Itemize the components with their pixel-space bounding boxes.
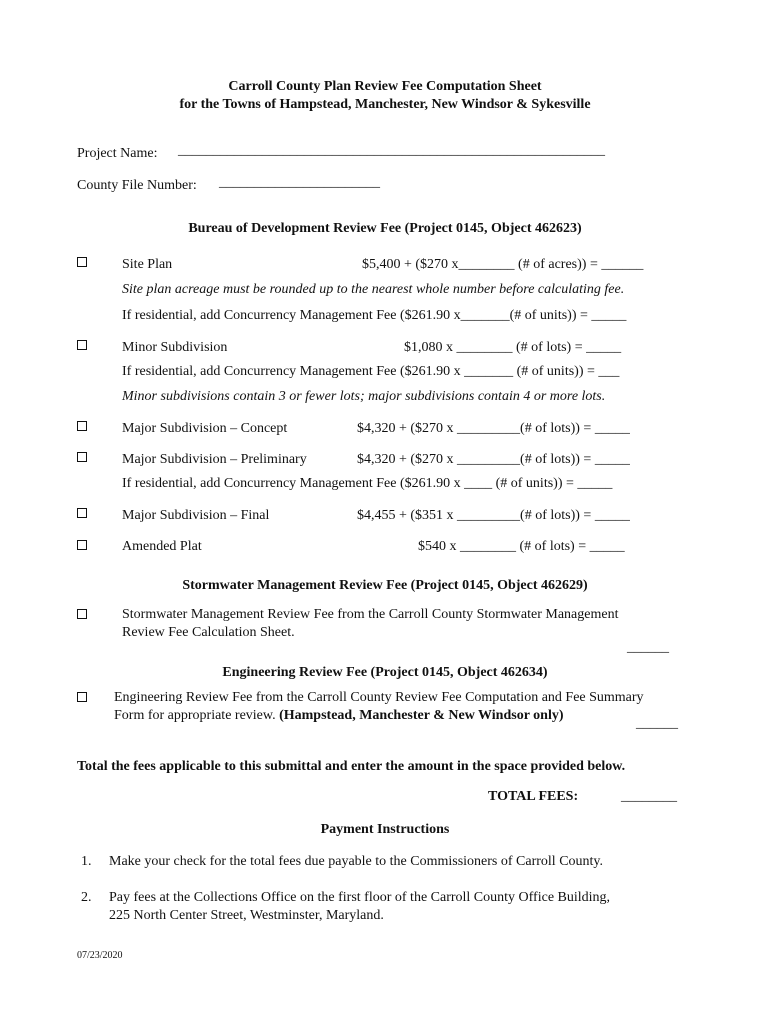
payment-item-1-number: 1. <box>81 854 92 869</box>
major-final-label: Major Subdivision – Final <box>122 508 270 523</box>
minor-subdivision-note: Minor subdivisions contain 3 or fewer lots; major subdivisions contain 4 or more lots. <box>122 389 606 404</box>
engineering-towns-note: (Hampstead, Manchester & New Windsor only) <box>279 708 564 723</box>
major-concept-checkbox[interactable] <box>77 421 87 431</box>
site-plan-label: Site Plan <box>122 257 173 272</box>
major-concept-label: Major Subdivision – Concept <box>122 421 288 436</box>
stormwater-line-1: Stormwater Management Review Fee from the Carroll County Stormwater Management <box>122 607 619 622</box>
project-name-label: Project Name: <box>77 146 158 161</box>
stormwater-heading: Stormwater Management Review Fee (Project 0145, Object 462629) <box>182 578 588 593</box>
stormwater-checkbox[interactable] <box>77 609 87 619</box>
bureau-heading: Bureau of Development Review Fee (Project 0145, Object 462623) <box>188 221 582 236</box>
amended-plat-label: Amended Plat <box>122 539 202 554</box>
site-plan-concurrency: If residential, add Concurrency Management Fee ($261.90 x_______(# of units)) = _____ <box>122 308 627 323</box>
county-file-number-label: County File Number: <box>77 178 197 193</box>
major-final-formula: $4,455 + ($351 x _________(# of lots)) = _____ <box>357 508 630 523</box>
major-preliminary-formula: $4,320 + ($270 x _________(# of lots)) = _____ <box>357 452 630 467</box>
minor-subdivision-concurrency: If residential, add Concurrency Management Fee ($261.90 x _______ (# of units)) = ___ <box>122 364 620 379</box>
amended-plat-formula: $540 x ________ (# of lots) = _____ <box>418 539 625 554</box>
amended-plat-checkbox[interactable] <box>77 540 87 550</box>
county-file-number-field[interactable]: _______________________ <box>219 175 380 190</box>
engineering-line-2-text: Form for appropriate review. <box>114 708 280 723</box>
title-line-1: Carroll County Plan Review Fee Computation Sheet <box>228 79 542 94</box>
payment-item-1-text: Make your check for the total fees due payable to the Commissioners of Carroll County. <box>109 854 604 869</box>
revision-date: 07/23/2020 <box>77 950 123 961</box>
engineering-fee-field[interactable]: ______ <box>636 716 678 731</box>
major-final-checkbox[interactable] <box>77 508 87 518</box>
engineering-checkbox[interactable] <box>77 692 87 702</box>
minor-subdivision-formula: $1,080 x ________ (# of lots) = _____ <box>404 340 622 355</box>
stormwater-line-2: Review Fee Calculation Sheet. <box>122 625 295 640</box>
total-fees-field[interactable]: ________ <box>621 789 677 804</box>
major-preliminary-checkbox[interactable] <box>77 452 87 462</box>
major-preliminary-concurrency: If residential, add Concurrency Management Fee ($261.90 x ____ (# of units)) = _____ <box>122 476 613 491</box>
site-plan-formula: $5,400 + ($270 x________ (# of acres)) = ______ <box>362 257 644 272</box>
engineering-line-1: Engineering Review Fee from the Carroll County Review Fee Computation and Fee Summary <box>114 690 644 705</box>
major-preliminary-label: Major Subdivision – Preliminary <box>122 452 307 467</box>
payment-item-2-text: Pay fees at the Collections Office on the first floor of the Carroll County Office Building, <box>109 890 611 905</box>
major-concept-formula: $4,320 + ($270 x _________(# of lots)) = _____ <box>357 421 630 436</box>
payment-item-2-address: 225 North Center Street, Westminster, Maryland. <box>109 908 384 923</box>
minor-subdivision-checkbox[interactable] <box>77 340 87 350</box>
title-line-2: for the Towns of Hampstead, Manchester, New Windsor & Sykesville <box>179 97 591 112</box>
total-instruction: Total the fees applicable to this submittal and enter the amount in the space provided below. <box>77 759 626 774</box>
site-plan-checkbox[interactable] <box>77 257 87 267</box>
stormwater-fee-field[interactable]: ______ <box>627 640 669 655</box>
engineering-heading: Engineering Review Fee (Project 0145, Object 462634) <box>222 665 548 680</box>
minor-subdivision-label: Minor Subdivision <box>122 340 228 355</box>
total-fees-label: TOTAL FEES: <box>488 789 579 804</box>
engineering-line-2 <box>114 708 564 724</box>
payment-item-2-number: 2. <box>81 890 92 905</box>
site-plan-note: Site plan acreage must be rounded up to the nearest whole number before calculating fee. <box>122 282 625 297</box>
payment-heading: Payment Instructions <box>320 822 450 837</box>
project-name-field[interactable]: _____________________________________________________________ <box>178 143 605 158</box>
